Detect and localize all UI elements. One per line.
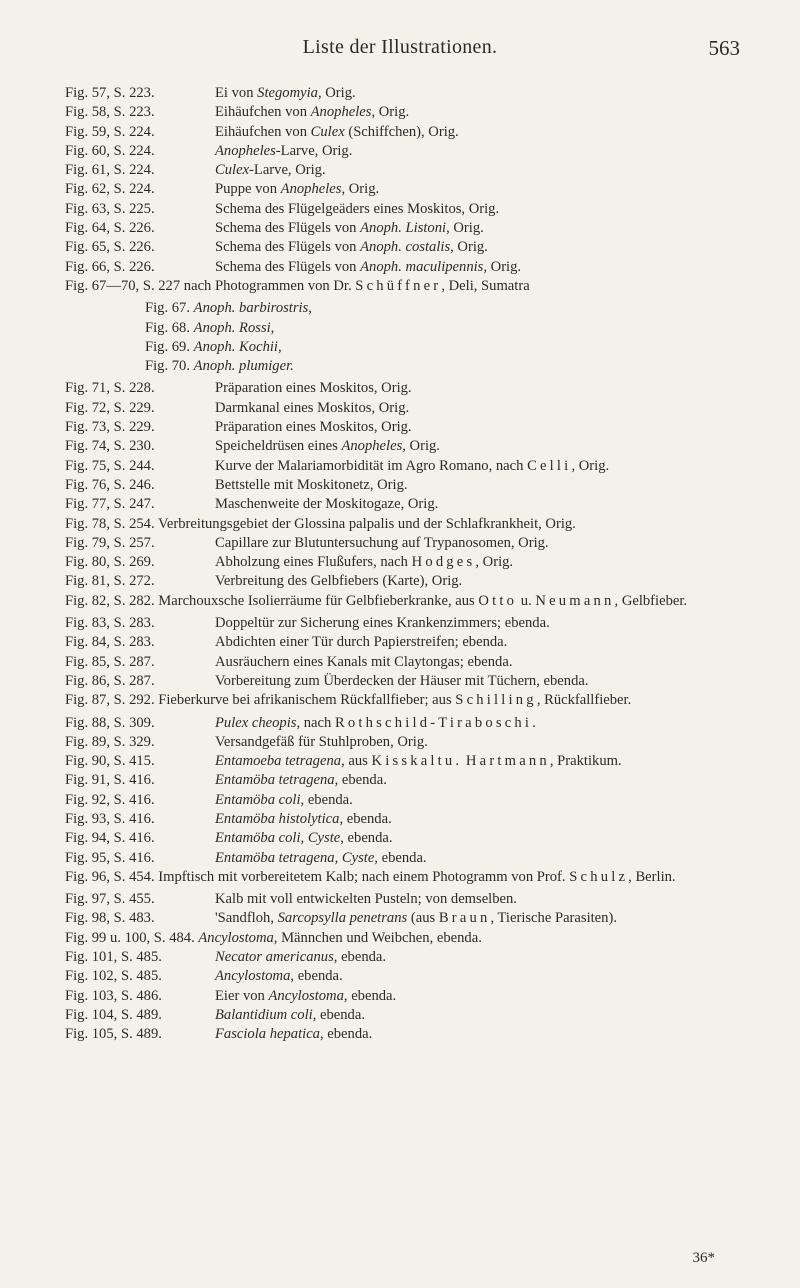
list-item [0, 379, 800, 398]
list-item [0, 967, 800, 986]
text-segment: Schema des Flügels von [215, 239, 361, 256]
list-item [0, 457, 800, 476]
text-segment: , Orig. [475, 554, 514, 571]
figure-reference: Fig. 89, S. 329. [65, 733, 155, 750]
spaced-name: Otto [478, 592, 518, 609]
figure-description [215, 752, 765, 771]
figure-description [215, 200, 765, 219]
list-item [0, 200, 800, 219]
italic-text: Fasciola hepatica [215, 1026, 320, 1043]
text-segment: Fig. 69. [145, 338, 194, 355]
text-segment: , ebenda. [340, 830, 393, 847]
text-segment: , Männchen und Weibchen, ebenda. [273, 929, 482, 946]
italic-text: Sarcopsylla penetrans [277, 910, 408, 927]
list-item [0, 219, 800, 238]
text-segment: Ei von [215, 85, 258, 101]
spaced-name: Rothschild-Tiraboschi [334, 714, 533, 731]
figure-description [215, 714, 765, 733]
figure-description [215, 418, 765, 437]
spaced-name: Neumann [535, 592, 615, 609]
text-segment: , ebenda. [300, 791, 353, 808]
figure-reference: Fig. 75, S. 244. [65, 457, 155, 474]
list-item [0, 338, 800, 357]
text-segment: , ebenda. [319, 1026, 373, 1043]
figure-reference: Fig. 88, S. 309. [65, 714, 155, 731]
list-item [0, 849, 800, 868]
figure-description [215, 495, 765, 514]
italic-text: Anopheles [310, 104, 372, 121]
list-item [0, 238, 800, 257]
spaced-name: Kisskaltu. [371, 753, 463, 770]
figure-reference: Fig. 73, S. 229. [65, 419, 155, 436]
list-item [0, 653, 800, 672]
text-segment: Puppe von [215, 181, 281, 198]
text-segment: , Orig. [446, 220, 484, 237]
figure-description [215, 399, 765, 418]
text-segment: , nach [296, 714, 335, 731]
text-segment: Kalb mit voll entwickelten Pusteln; von demselben. [215, 891, 517, 908]
figure-description [215, 161, 765, 180]
list-item [0, 161, 800, 180]
figure-description [215, 457, 765, 476]
list-item [0, 534, 800, 553]
text-segment: , Orig. [402, 438, 440, 455]
list-item [0, 180, 800, 199]
italic-text: Stegomyia [257, 85, 318, 101]
list-item [0, 437, 800, 456]
text-segment: Versandgefäß für Stuhlproben, Orig. [215, 733, 428, 750]
figure-reference: Fig. 59, S. 224. [65, 123, 155, 140]
text-segment: Vorbereitung zum Überdecken der Häuser mit Tüchern, ebenda. [215, 672, 589, 689]
figure-reference: Fig. 57, S. 223. [65, 85, 155, 101]
italic-text: Anoph. plumiger. [193, 358, 294, 375]
figure-description [215, 791, 765, 810]
figure-description [215, 733, 765, 752]
figure-reference: Fig. 103, S. 486. [65, 987, 162, 1004]
text-segment: , Deli, Sumatra [441, 277, 530, 294]
figure-description [215, 653, 765, 672]
figure-reference: Fig. 66, S. 226. [65, 258, 155, 275]
list-item [0, 829, 800, 848]
list-item [0, 515, 800, 534]
figure-reference: Fig. 64, S. 226. [65, 220, 155, 237]
list-item [0, 714, 800, 733]
list-item [0, 614, 800, 633]
text-segment: , ebenda. [333, 949, 387, 966]
text-segment: , Berlin. [628, 868, 676, 885]
spaced-name: Hartmann [465, 753, 550, 770]
figure-reference: Fig. 93, S. 416. [65, 810, 155, 827]
figure-description [215, 849, 765, 868]
list-item [0, 929, 800, 948]
list-item [0, 399, 800, 418]
list-item [0, 299, 800, 318]
figure-description [215, 1025, 765, 1044]
text-segment: Capillare zur Blutuntersuchung auf Trypanosomen, Orig. [215, 534, 549, 551]
text-segment: -Larve, Orig. [249, 162, 326, 179]
italic-text: Entamöba coli [215, 791, 301, 808]
italic-text: Entamoeba tetragena [215, 753, 342, 770]
figure-reference: Fig. 94, S. 416. [65, 830, 155, 847]
spaced-name: Celli [527, 457, 572, 474]
figure-description [215, 219, 765, 238]
text-segment: Abholzung eines Flußufers, nach [215, 554, 412, 571]
text-segment: , Orig. [341, 181, 380, 198]
italic-text: Entamöba histolytica [215, 810, 340, 827]
list-item [0, 319, 800, 338]
list-item [0, 418, 800, 437]
text-segment: Fig. 82, S. 282. Marchouxsche Isolierräume für Gelbfieberkranke, aus [65, 592, 479, 609]
figure-description [215, 258, 765, 277]
figure-description [215, 572, 765, 591]
figure-description [145, 357, 745, 376]
figure-description [145, 319, 745, 338]
list-item [0, 572, 800, 591]
text-segment: Fig. 99 u. 100, S. 484. [65, 929, 199, 946]
text-segment: (Schiffchen), Orig. [344, 123, 459, 140]
figure-reference: Fig. 81, S. 272. [65, 573, 155, 590]
figure-description [65, 515, 765, 534]
italic-text: Anoph. Kochii, [193, 338, 282, 355]
list-item [0, 142, 800, 161]
figure-reference: Fig. 98, S. 483. [65, 910, 155, 927]
text-segment: , Orig. [483, 258, 522, 275]
text-segment: Fig. 70. [145, 358, 194, 375]
text-segment: , ebenda. [334, 772, 387, 789]
figure-description [215, 890, 765, 909]
figure-reference: Fig. 62, S. 224. [65, 181, 155, 198]
figure-reference: Fig. 92, S. 416. [65, 791, 155, 808]
text-segment: Verbreitung des Gelbfiebers (Karte), Orig. [215, 573, 463, 590]
figure-description [215, 672, 765, 691]
spaced-name: Hodges [411, 554, 476, 571]
figure-description [145, 299, 745, 318]
text-segment: Darmkanal eines Moskitos, Orig. [215, 399, 410, 416]
list-item [0, 553, 800, 572]
list-item [0, 948, 800, 967]
figure-reference: Fig. 83, S. 283. [65, 615, 155, 632]
italic-text: Ancylostoma [215, 968, 291, 985]
figure-description [215, 829, 765, 848]
figure-description [65, 592, 765, 611]
text-segment: , ebenda. [339, 810, 392, 827]
figure-description [215, 614, 765, 633]
figure-description [215, 238, 765, 257]
text-segment: , ebenda. [374, 849, 427, 866]
italic-text: Anopheles [215, 142, 276, 159]
text-segment: , Orig. [371, 104, 410, 121]
text-segment: Fig. 67. [145, 300, 194, 317]
figure-description [215, 180, 765, 199]
italic-text: Ancylostoma [268, 987, 344, 1004]
figure-description [215, 534, 765, 553]
text-segment: Schema des Flügels von [215, 258, 361, 275]
italic-text: Necator americanus [215, 949, 334, 966]
text-segment: 'Sandfloh, [215, 910, 278, 927]
text-segment: Fig. 96, S. 454. Impftisch mit vorbereitetem Kalb; nach einem Photogramm von Prof. [65, 868, 570, 885]
figure-reference: Fig. 77, S. 247. [65, 496, 155, 513]
figure-description [215, 437, 765, 456]
figure-description [65, 868, 765, 887]
text-segment: Bettstelle mit Moskitonetz, Orig. [215, 476, 408, 493]
figure-description [215, 1006, 765, 1025]
figure-description [215, 909, 765, 928]
figure-reference: Fig. 105, S. 489. [65, 1026, 162, 1043]
figure-description [145, 338, 745, 357]
list-item [0, 810, 800, 829]
figure-reference: Fig. 101, S. 485. [65, 949, 162, 966]
figure-description [215, 476, 765, 495]
text-segment: , Orig. [571, 457, 610, 474]
signature-mark: 36* [692, 1250, 715, 1266]
list-item [0, 592, 800, 611]
text-segment: , Praktikum. [549, 753, 622, 770]
italic-text: Culex [215, 162, 250, 179]
text-segment: (aus [407, 910, 439, 927]
text-segment: , Orig. [317, 85, 356, 101]
figure-reference: Fig. 72, S. 229. [65, 399, 155, 416]
text-segment: Fig. 87, S. 292. Fieberkurve bei afrikanischem Rückfallfieber; aus [65, 692, 456, 709]
figure-description [215, 84, 765, 103]
italic-text: Balantidium coli [215, 1006, 313, 1023]
text-segment: Eihäufchen von [215, 104, 311, 121]
figure-description [215, 810, 765, 829]
text-segment: Präparation eines Moskitos, Orig. [215, 419, 412, 436]
text-segment: u. [517, 592, 536, 609]
text-segment: Fig. 78, S. 254. Verbreitungsgebiet der Glossina palpalis und der Schlafkrankheit, Orig. [65, 515, 576, 532]
figure-reference: Fig. 90, S. 415. [65, 753, 155, 770]
running-title: Liste der Illustrationen. [302, 36, 498, 58]
italic-text: Anoph. maculipennis [360, 258, 484, 275]
figure-reference: Fig. 74, S. 230. [65, 438, 155, 455]
italic-text: Culex [310, 123, 345, 140]
list-item [0, 868, 800, 887]
figure-description [65, 277, 765, 296]
illustration-list [0, 84, 800, 1045]
list-item [0, 476, 800, 495]
list-item [0, 123, 800, 142]
figure-description [215, 987, 765, 1006]
text-segment: . [532, 714, 536, 731]
figure-reference: Fig. 97, S. 455. [65, 891, 155, 908]
list-item [0, 277, 800, 296]
figure-description [215, 142, 765, 161]
italic-text: Ancylostoma [198, 929, 274, 946]
text-segment: , aus [341, 753, 372, 770]
figure-reference: Fig. 85, S. 287. [65, 653, 155, 670]
spaced-name: Braun [438, 910, 491, 927]
figure-description [65, 691, 765, 710]
text-segment: , Gelbfieber. [614, 592, 688, 609]
list-item [0, 103, 800, 122]
figure-description [215, 967, 765, 986]
list-item [0, 1025, 800, 1044]
italic-text: Anopheles [280, 181, 342, 198]
list-item [0, 752, 800, 771]
figure-reference: Fig. 76, S. 246. [65, 476, 155, 493]
list-item [0, 691, 800, 710]
figure-reference: Fig. 95, S. 416. [65, 849, 155, 866]
text-segment: Präparation eines Moskitos, Orig. [215, 380, 412, 397]
text-segment: Kurve der Malariamorbidität im Agro Romano, nach [215, 457, 528, 474]
figure-description [215, 123, 765, 142]
text-segment: , ebenda. [312, 1006, 365, 1023]
spaced-name: Schüffner [355, 277, 442, 294]
figure-reference: Fig. 104, S. 489. [65, 1006, 162, 1023]
text-segment: Eier von [215, 987, 269, 1004]
italic-text: Anoph. costalis [360, 239, 451, 256]
text-segment: Abdichten einer Tür durch Papierstreifen; ebenda. [215, 634, 508, 651]
figure-description [65, 929, 765, 948]
text-segment: , ebenda. [343, 987, 397, 1004]
italic-text: Anopheles [341, 438, 403, 455]
figure-reference: Fig. 79, S. 257. [65, 534, 155, 551]
figure-reference: Fig. 71, S. 228. [65, 380, 155, 397]
italic-text: Anoph. Rossi, [193, 319, 275, 336]
text-segment: , Orig. [450, 239, 488, 256]
list-item [0, 633, 800, 652]
text-segment: Schema des Flügelgeäders eines Moskitos, Orig. [215, 200, 500, 217]
list-item [0, 258, 800, 277]
text-segment: Maschenweite der Moskitogaze, Orig. [215, 496, 439, 513]
figure-reference: Fig. 60, S. 224. [65, 142, 155, 159]
spaced-name: Schulz [569, 868, 629, 885]
figure-reference: Fig. 102, S. 485. [65, 968, 162, 985]
figure-description [215, 948, 765, 967]
italic-text: Pulex cheopis [215, 714, 297, 731]
page-header [0, 36, 800, 60]
text-segment: , ebenda. [290, 968, 343, 985]
text-segment: Ausräuchern eines Kanals mit Claytongas; ebenda. [215, 653, 513, 670]
figure-description [215, 379, 765, 398]
figure-reference: Fig. 84, S. 283. [65, 634, 155, 651]
text-segment: Doppeltür zur Sicherung eines Krankenzimmers; ebenda. [215, 615, 550, 632]
text-segment: Eihäufchen von [215, 123, 311, 140]
list-item [0, 909, 800, 928]
list-item [0, 84, 800, 103]
figure-description [215, 103, 765, 122]
list-item [0, 672, 800, 691]
spaced-name: Schilling [455, 692, 537, 709]
text-segment: -Larve, Orig. [275, 142, 353, 159]
list-item [0, 987, 800, 1006]
figure-reference: Fig. 80, S. 269. [65, 554, 155, 571]
italic-text: Anoph. barbirostris, [193, 300, 312, 317]
figure-reference: Fig. 86, S. 287. [65, 672, 155, 689]
list-item [0, 771, 800, 790]
list-item [0, 791, 800, 810]
italic-text: Entamöba tetragena, Cyste [215, 849, 375, 866]
text-segment: , Tierische Parasiten). [490, 910, 617, 927]
figure-reference: Fig. 61, S. 224. [65, 162, 155, 179]
list-item [0, 357, 800, 376]
list-item [0, 733, 800, 752]
list-item [0, 1006, 800, 1025]
text-segment: Fig. 68. [145, 319, 194, 336]
italic-text: Entamöba tetragena [215, 772, 335, 789]
figure-description [215, 553, 765, 572]
figure-description [215, 633, 765, 652]
page-number: 563 [708, 36, 740, 60]
text-segment: Speicheldrüsen eines [215, 438, 342, 455]
figure-reference: Fig. 58, S. 223. [65, 104, 155, 121]
figure-reference: Fig. 65, S. 226. [65, 239, 155, 256]
list-item [0, 890, 800, 909]
text-segment: , Rückfallfieber. [536, 692, 632, 709]
italic-text: Entamöba coli, Cyste [215, 830, 341, 847]
text-segment: Fig. 67—70, S. 227 nach Photogrammen von Dr. [65, 277, 356, 294]
figure-reference: Fig. 63, S. 225. [65, 200, 155, 217]
figure-reference: Fig. 91, S. 416. [65, 772, 155, 789]
figure-description [215, 771, 765, 790]
list-item [0, 495, 800, 514]
text-segment: Schema des Flügels von [215, 220, 361, 237]
italic-text: Anoph. Listoni [360, 220, 447, 237]
